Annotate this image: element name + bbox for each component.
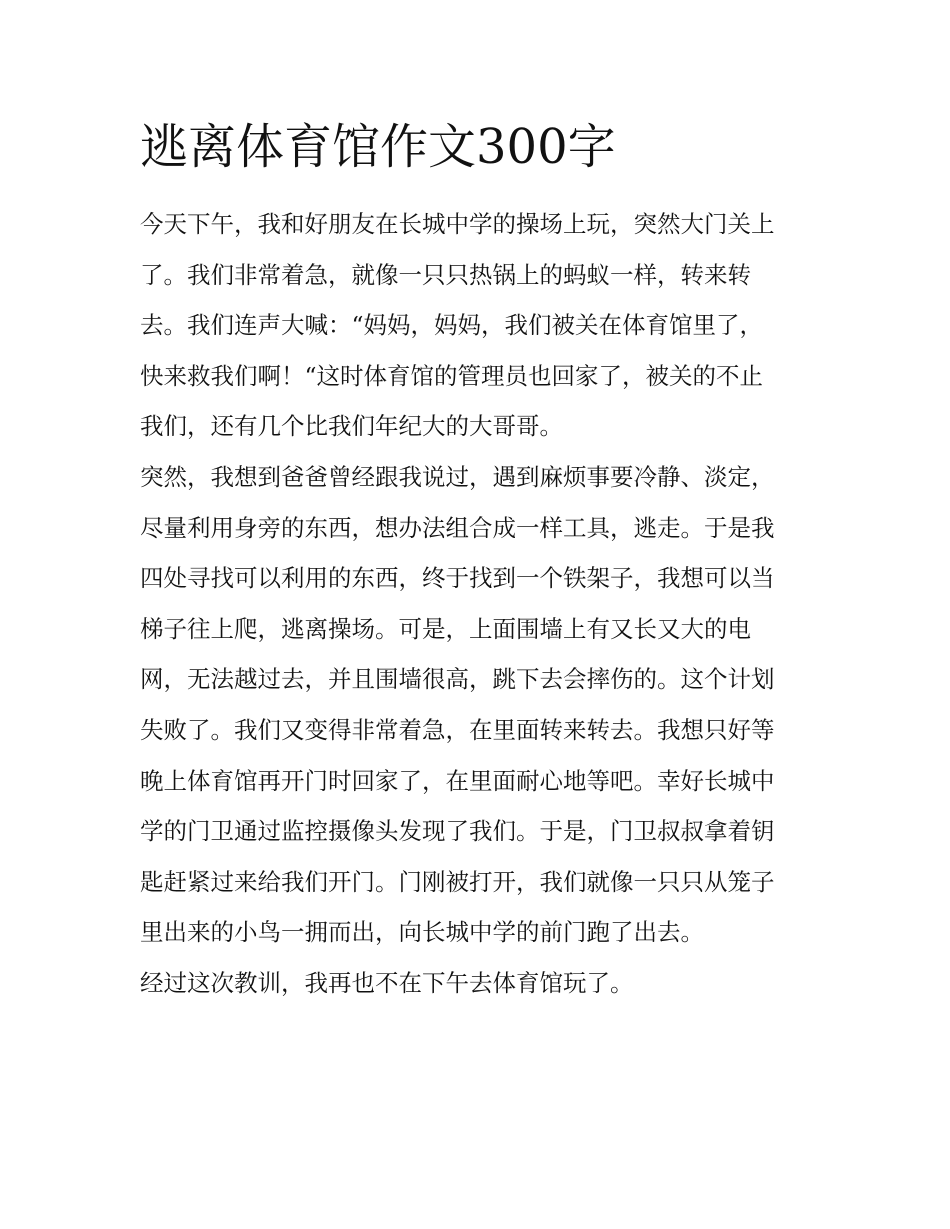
paragraph-2 xyxy=(140,452,820,958)
paragraph-1 xyxy=(140,199,820,452)
text-line: 里出来的小鸟一拥而出，向长城中学的前门跑了出去。 xyxy=(140,918,704,947)
text-line: 梯子往上爬，逃离操场。可是，上面围墙上有又长又大的电 xyxy=(140,614,751,643)
text-line: 失败了。我们又变得非常着急，在里面转来转去。我想只好等 xyxy=(140,715,775,744)
text-line: 去。我们连声大喊：“妈妈，妈妈，我们被关在体育馆里了， xyxy=(140,311,764,340)
text-line: 经过这次教训，我再也不在下午去体育馆玩了。 xyxy=(140,968,634,997)
text-line: 尽量利用身旁的东西，想办法组合成一样工具，逃走。于是我 xyxy=(140,513,775,542)
text-line: 匙赶紧过来给我们开门。门刚被打开，我们就像一只只从笼子 xyxy=(140,867,775,896)
document-title: 逃离体育馆作文300字 xyxy=(140,119,616,175)
text-line: 了。我们非常着急，就像一只只热锅上的蚂蚁一样，转来转 xyxy=(140,260,751,289)
document-page xyxy=(140,112,820,1009)
text-line: 快来救我们啊！“这时体育馆的管理员也回家了，被关的不止 xyxy=(140,361,764,390)
text-line: 突然，我想到爸爸曾经跟我说过，遇到麻烦事要冷静、淡定， xyxy=(140,462,775,491)
paragraph-3 xyxy=(140,958,820,1009)
text-line: 学的门卫通过监控摄像头发现了我们。于是，门卫叔叔拿着钥 xyxy=(140,817,775,846)
text-line: 网，无法越过去，并且围墙很高，跳下去会摔伤的。这个计划 xyxy=(140,665,775,694)
text-line: 今天下午，我和好朋友在长城中学的操场上玩，突然大门关上 xyxy=(140,210,775,238)
text-line: 晚上体育馆再开门时回家了，在里面耐心地等吧。幸好长城中 xyxy=(140,766,775,795)
text-line: 四处寻找可以利用的东西，终于找到一个铁架子，我想可以当 xyxy=(140,564,775,593)
text-line: 我们，还有几个比我们年纪大的大哥哥。 xyxy=(140,412,563,441)
